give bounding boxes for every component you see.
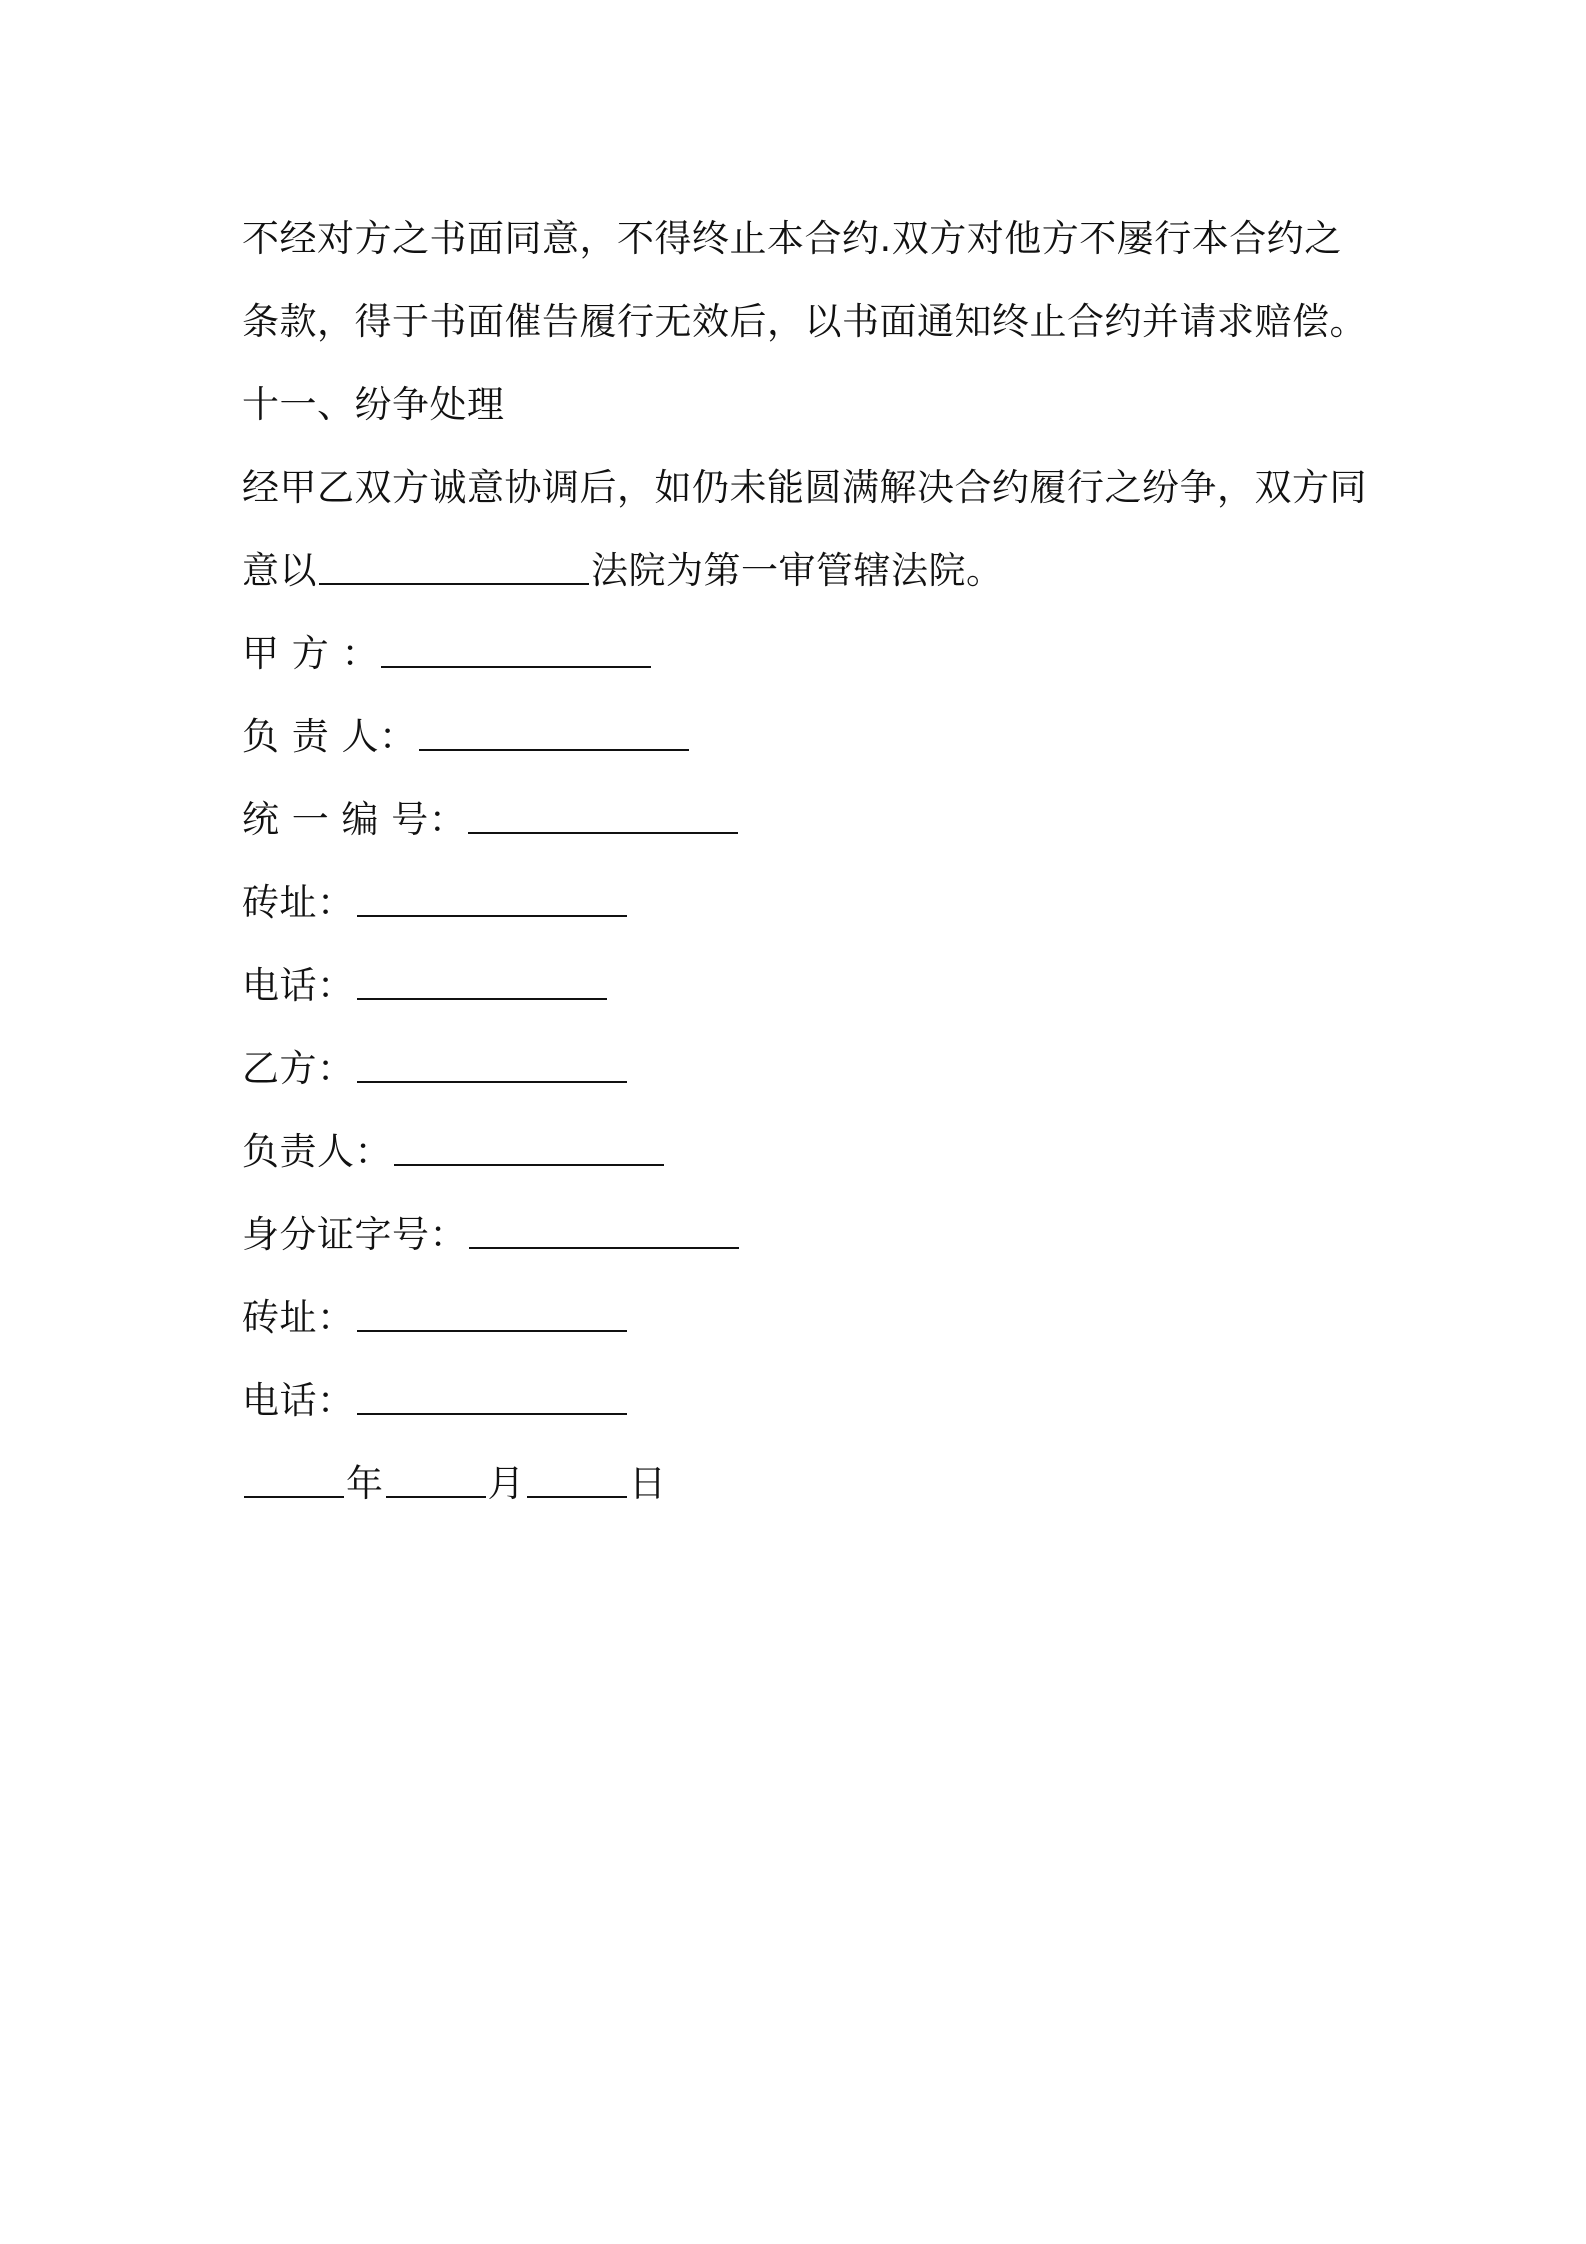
party-a-blank (381, 636, 651, 668)
party-b-id-row (242, 1193, 1362, 1276)
paragraph-dispute-line-2 (242, 529, 1362, 612)
party-a-phone-label: 电话： (242, 964, 355, 1007)
month-blank (386, 1466, 486, 1498)
party-b-row (242, 1027, 1362, 1110)
court-name-blank (319, 553, 589, 585)
party-a-phone-blank (357, 968, 607, 1000)
party-a-unified-no-blank (468, 802, 738, 834)
party-a-responsible-label: 负 责 人： (242, 715, 417, 758)
party-b-id-label: 身分证字号： (242, 1213, 467, 1256)
party-a-address-blank (357, 885, 627, 917)
party-b-phone-blank (357, 1383, 627, 1415)
party-a-responsible-row (242, 695, 1362, 778)
party-b-label: 乙方： (242, 1047, 355, 1090)
party-a-address-row (242, 861, 1362, 944)
month-label: 月 (487, 1462, 525, 1505)
party-a-responsible-blank (419, 719, 689, 751)
party-a-row (242, 612, 1362, 695)
party-b-responsible-label: 负责人： (242, 1130, 392, 1173)
party-b-address-row (242, 1276, 1362, 1359)
party-a-label: 甲 方 ： (242, 632, 380, 675)
party-a-phone-row (242, 944, 1362, 1027)
party-b-address-blank (357, 1300, 627, 1332)
party-b-blank (357, 1051, 627, 1083)
paragraph-termination-line-1: 不经对方之书面同意，不得终止本合约.双方对他方不屡行本合约之 (242, 217, 1342, 260)
party-b-responsible-blank (394, 1134, 664, 1166)
dispute-line-prefix: 意以 (242, 549, 317, 592)
party-b-phone-label: 电话： (242, 1379, 355, 1422)
day-blank (527, 1466, 627, 1498)
party-a-unified-no-row (242, 778, 1362, 861)
party-b-phone-row (242, 1359, 1362, 1442)
year-blank (244, 1466, 344, 1498)
party-b-responsible-row (242, 1110, 1362, 1193)
paragraph-dispute-line-1: 经甲乙双方诚意协调后，如仍未能圆满解决合约履行之纷争，双方同 (242, 466, 1367, 509)
year-label: 年 (346, 1462, 384, 1505)
dispute-line-suffix: 法院为第一审管辖法院。 (591, 549, 1004, 592)
date-row (242, 1442, 1362, 1525)
document-body (242, 197, 1367, 1525)
party-b-address-label: 砖址： (242, 1296, 355, 1339)
party-a-address-label: 砖址： (242, 881, 355, 924)
party-b-id-blank (469, 1217, 739, 1249)
day-label: 日 (629, 1462, 667, 1505)
section-heading-dispute: 十一、纷争处理 (242, 383, 505, 426)
paragraph-termination-line-2: 条款，得于书面催告履行无效后，以书面通知终止合约并请求赔偿。 (242, 300, 1367, 343)
party-a-unified-no-label: 统 一 编 号： (242, 798, 467, 841)
